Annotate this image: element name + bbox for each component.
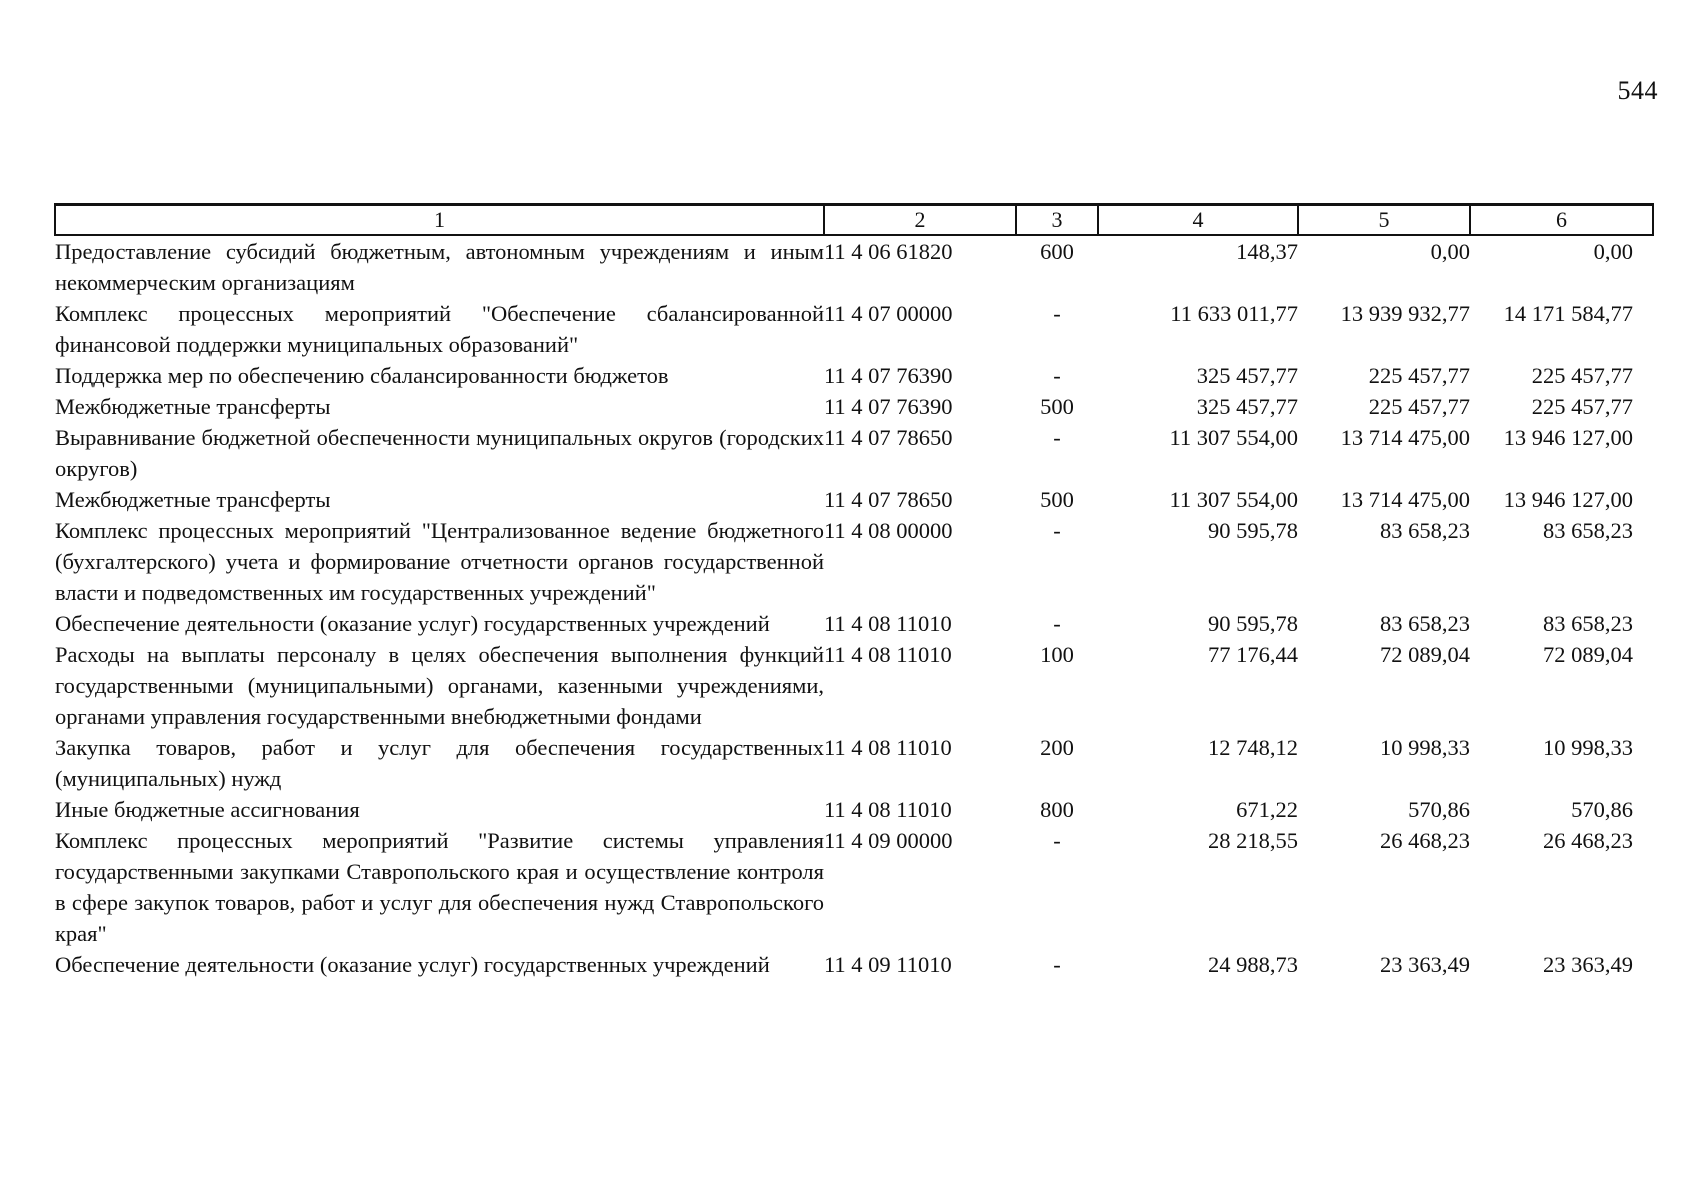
row-expense-type: - — [1053, 828, 1061, 853]
row-value-col4: 77 176,44 — [1208, 642, 1298, 667]
row-value-col4: 24 988,73 — [1208, 952, 1298, 977]
row-code: 11 4 09 00000 — [824, 828, 953, 853]
column-header-3: 3 — [1016, 205, 1098, 236]
row-expense-type: 500 — [1040, 487, 1074, 512]
row-name: Предоставление субсидий бюджетным, автономным учреждениям и иным некоммерческим организациям — [55, 239, 824, 295]
table-row — [55, 515, 1653, 608]
row-name: Выравнивание бюджетной обеспеченности муниципальных округов (городских округов) — [55, 425, 824, 481]
row-value-col4: 90 595,78 — [1208, 611, 1298, 636]
table-row — [55, 235, 1653, 298]
row-expense-type: - — [1053, 518, 1061, 543]
row-code: 11 4 06 61820 — [824, 239, 953, 264]
row-value-col5: 225 457,77 — [1368, 363, 1470, 388]
row-expense-type: - — [1053, 301, 1061, 326]
row-code: 11 4 08 11010 — [824, 611, 952, 636]
row-expense-type: - — [1053, 425, 1061, 450]
row-name: Межбюджетные трансферты — [55, 487, 331, 512]
row-value-col4: 90 595,78 — [1208, 518, 1298, 543]
row-value-col5: 225 457,77 — [1368, 394, 1470, 419]
row-name: Комплекс процессных мероприятий "Развитие системы управления государственными закупками Ставропольского края и осуществление контроля в сфере закупок товаров, работ и услуг для обеспечения нужд Ставропольского края" — [55, 828, 824, 946]
column-header-1: 1 — [55, 205, 824, 236]
table-row — [55, 360, 1653, 391]
table-row — [55, 298, 1653, 360]
column-header-5: 5 — [1298, 205, 1470, 236]
row-value-col5: 0,00 — [1430, 239, 1470, 264]
row-value-col5: 13 714 475,00 — [1340, 425, 1470, 450]
row-name: Комплекс процессных мероприятий "Обеспечение сбалансированной финансовой поддержки муниципальных образований" — [55, 301, 824, 357]
table-body — [55, 235, 1653, 980]
header-row — [55, 205, 1653, 236]
row-code: 11 4 08 00000 — [824, 518, 953, 543]
row-value-col6: 14 171 584,77 — [1503, 301, 1633, 326]
row-value-col6: 570,86 — [1571, 797, 1633, 822]
table-row — [55, 608, 1653, 639]
row-code: 11 4 07 76390 — [824, 394, 953, 419]
row-expense-type: - — [1053, 363, 1061, 388]
row-value-col4: 28 218,55 — [1208, 828, 1298, 853]
table-row — [55, 484, 1653, 515]
row-name: Поддержка мер по обеспечению сбалансированности бюджетов — [55, 363, 669, 388]
row-value-col6: 83 658,23 — [1543, 518, 1633, 543]
row-value-col5: 83 658,23 — [1380, 611, 1470, 636]
row-code: 11 4 07 76390 — [824, 363, 953, 388]
row-value-col5: 13 714 475,00 — [1340, 487, 1470, 512]
row-value-col5: 23 363,49 — [1380, 952, 1470, 977]
row-value-col6: 13 946 127,00 — [1503, 487, 1633, 512]
row-code: 11 4 08 11010 — [824, 642, 952, 667]
row-value-col5: 13 939 932,77 — [1340, 301, 1470, 326]
column-header-2: 2 — [824, 205, 1016, 236]
row-value-col4: 11 307 554,00 — [1169, 487, 1298, 512]
table-row — [55, 391, 1653, 422]
row-name: Обеспечение деятельности (оказание услуг) государственных учреждений — [55, 611, 770, 636]
row-code: 11 4 07 00000 — [824, 301, 953, 326]
row-expense-type: 800 — [1040, 797, 1074, 822]
row-value-col5: 83 658,23 — [1380, 518, 1470, 543]
row-name: Расходы на выплаты персоналу в целях обеспечения выполнения функций государственными (муниципальными) органами, казенными учреждениями, органами управления государственными внебюджетными фондами — [55, 642, 824, 729]
row-expense-type: 100 — [1040, 642, 1074, 667]
column-header-6: 6 — [1470, 205, 1653, 236]
row-value-col6: 72 089,04 — [1543, 642, 1633, 667]
row-expense-type: 500 — [1040, 394, 1074, 419]
row-name: Иные бюджетные ассигнования — [55, 797, 360, 822]
row-value-col4: 148,37 — [1236, 239, 1298, 264]
row-value-col5: 570,86 — [1408, 797, 1470, 822]
table-row — [55, 949, 1653, 980]
row-value-col6: 0,00 — [1593, 239, 1633, 264]
row-value-col5: 10 998,33 — [1380, 735, 1470, 760]
table-row — [55, 422, 1653, 484]
row-value-col6: 225 457,77 — [1531, 363, 1633, 388]
table-row — [55, 639, 1653, 732]
row-value-col5: 26 468,23 — [1380, 828, 1470, 853]
row-value-col4: 12 748,12 — [1208, 735, 1298, 760]
row-expense-type: - — [1053, 952, 1061, 977]
row-value-col4: 11 307 554,00 — [1169, 425, 1298, 450]
budget-table — [54, 203, 1654, 980]
table-row — [55, 732, 1653, 794]
row-name: Закупка товаров, работ и услуг для обеспечения государственных (муниципальных) нужд — [55, 735, 824, 791]
row-name: Комплекс процессных мероприятий "Централизованное ведение бюджетного (бухгалтерского) учета и формирование отчетности органов государственной власти и подведомственных им государственных учреждений" — [55, 518, 824, 605]
row-code: 11 4 09 11010 — [824, 952, 952, 977]
row-name: Межбюджетные трансферты — [55, 394, 331, 419]
row-value-col4: 11 633 011,77 — [1170, 301, 1298, 326]
row-value-col6: 26 468,23 — [1543, 828, 1633, 853]
row-value-col6: 23 363,49 — [1543, 952, 1633, 977]
row-value-col6: 10 998,33 — [1543, 735, 1633, 760]
row-code: 11 4 08 11010 — [824, 797, 952, 822]
column-header-4: 4 — [1098, 205, 1298, 236]
row-value-col6: 83 658,23 — [1543, 611, 1633, 636]
row-code: 11 4 07 78650 — [824, 425, 953, 450]
page-number: 544 — [1617, 76, 1658, 105]
row-value-col6: 13 946 127,00 — [1503, 425, 1633, 450]
row-expense-type: 600 — [1040, 239, 1074, 264]
row-code: 11 4 07 78650 — [824, 487, 953, 512]
row-value-col4: 671,22 — [1236, 797, 1298, 822]
row-value-col4: 325 457,77 — [1196, 394, 1298, 419]
row-expense-type: 200 — [1040, 735, 1074, 760]
row-value-col6: 225 457,77 — [1531, 394, 1633, 419]
row-value-col4: 325 457,77 — [1196, 363, 1298, 388]
row-name: Обеспечение деятельности (оказание услуг) государственных учреждений — [55, 952, 770, 977]
row-expense-type: - — [1053, 611, 1061, 636]
row-code: 11 4 08 11010 — [824, 735, 952, 760]
table-row — [55, 825, 1653, 949]
table-row — [55, 794, 1653, 825]
row-value-col5: 72 089,04 — [1380, 642, 1470, 667]
